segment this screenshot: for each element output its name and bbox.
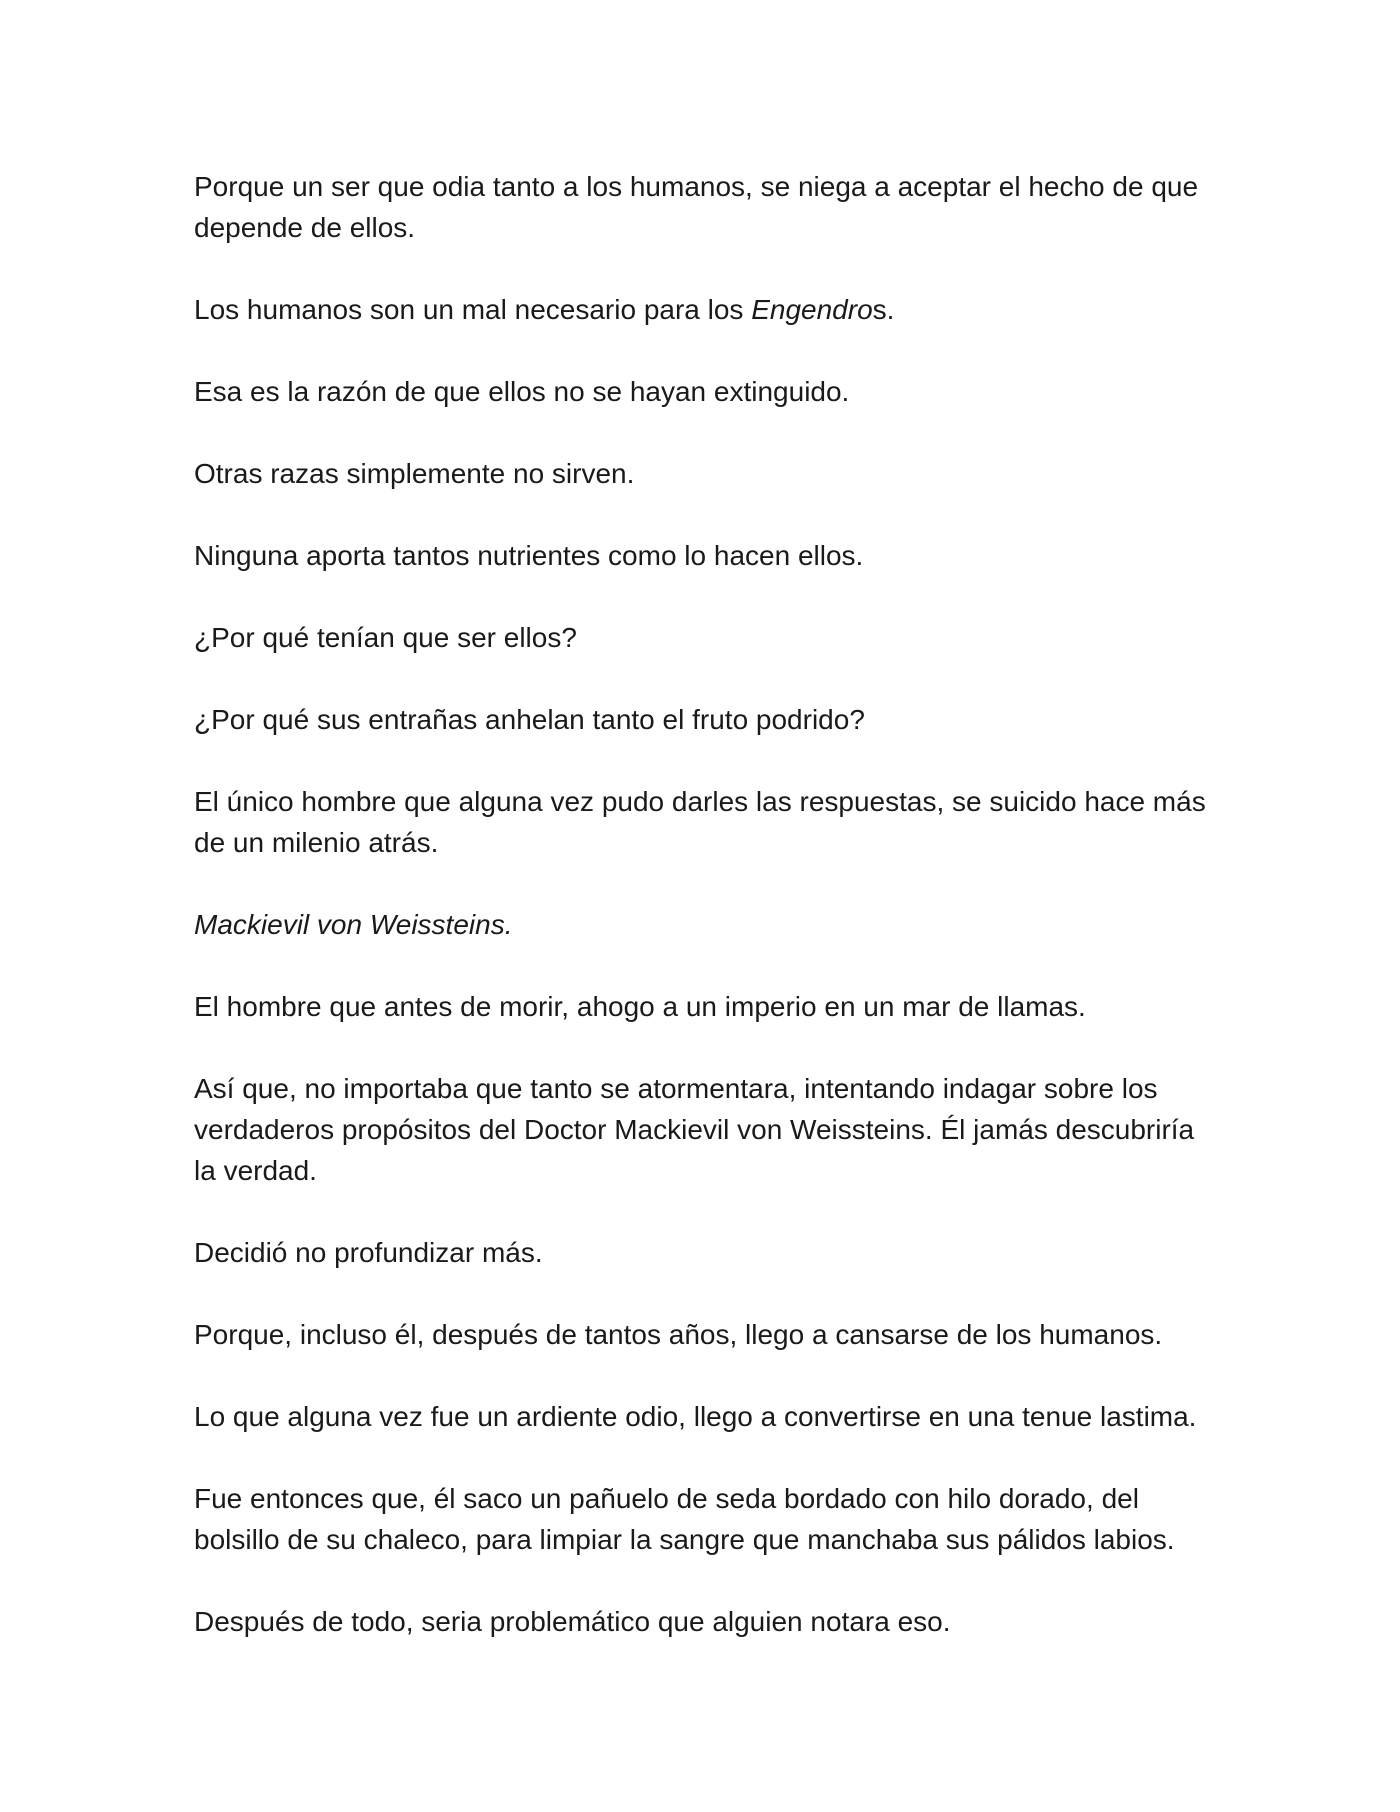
paragraph-8: El único hombre que alguna vez pudo darles las respuestas, se suicido hace más de un milenio atrás. (194, 786, 1206, 858)
paragraph-12: Decidió no profundizar más. (194, 1237, 543, 1268)
paragraph-1: Porque un ser que odia tanto a los humanos, se niega a aceptar el hecho de que depende de ellos. (194, 171, 1199, 243)
paragraph-2-italic-term: Engendro (751, 294, 873, 325)
paragraph-3: Esa es la razón de que ellos no se hayan extinguido. (194, 376, 850, 407)
paragraph-13: Porque, incluso él, después de tantos años, llego a cansarse de los humanos. (194, 1319, 1163, 1350)
paragraph-5: Ninguna aporta tantos nutrientes como lo hacen ellos. (194, 540, 864, 571)
paragraph-15: Fue entonces que, él saco un pañuelo de seda bordado con hilo dorado, del bolsillo de su chaleco, para limpiar la sangre que manchaba sus pálidos labios. (194, 1483, 1175, 1555)
paragraph-2-lead: Los humanos son un mal necesario para los (194, 294, 752, 325)
paragraph-9-name: Mackievil von Weissteins. (194, 909, 513, 940)
paragraph-10: El hombre que antes de morir, ahogo a un imperio en un mar de llamas. (194, 991, 1086, 1022)
paragraph-6: ¿Por qué tenían que ser ellos? (194, 622, 577, 653)
paragraph-7: ¿Por qué sus entrañas anhelan tanto el fruto podrido? (194, 704, 865, 735)
paragraph-2-tail: s. (872, 294, 895, 325)
document-body (194, 166, 1214, 1642)
paragraph-14: Lo que alguna vez fue un ardiente odio, llego a convertirse en una tenue lastima. (194, 1401, 1197, 1432)
paragraph-16: Después de todo, seria problemático que alguien notara eso. (194, 1606, 951, 1637)
paragraph-2 (194, 289, 1214, 330)
paragraph-4: Otras razas simplemente no sirven. (194, 458, 635, 489)
paragraph-11: Así que, no importaba que tanto se atormentara, intentando indagar sobre los verdaderos propósitos del Doctor Mackievil von Weissteins. Él jamás descubriría la verdad. (194, 1073, 1195, 1186)
